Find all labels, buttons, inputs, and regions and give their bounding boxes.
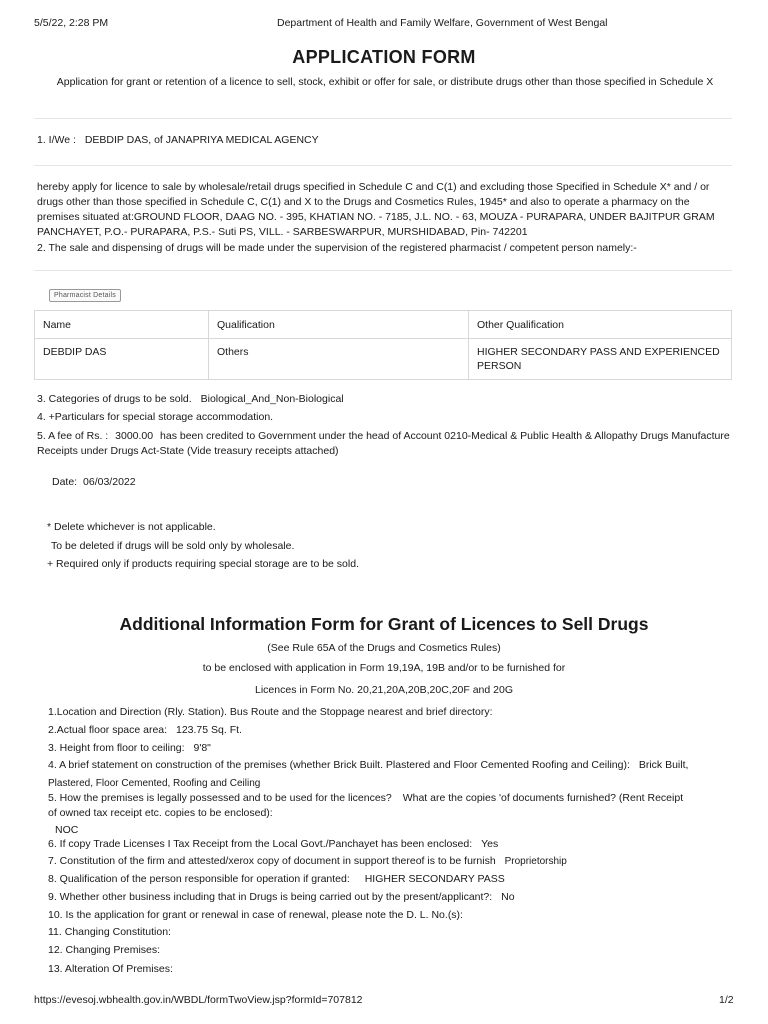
item-label: 7. Constitution of the firm and attested/xerox copy of document in support thereof is to be furnish bbox=[48, 855, 496, 867]
storage-statement: 4. +Particulars for special storage accommodation. bbox=[37, 411, 274, 423]
column-header-qualification: Qualification bbox=[209, 311, 469, 339]
item-qualification bbox=[48, 872, 748, 887]
item-possession-cont: of owned tax receipt etc. copies to be enclosed): bbox=[48, 807, 273, 819]
item-changing-constitution: 11. Changing Constitution: bbox=[48, 926, 171, 938]
form-title: APPLICATION FORM bbox=[292, 47, 476, 67]
date-label: Date: bbox=[52, 476, 78, 488]
item-construction bbox=[48, 758, 734, 773]
note-delete: * Delete whichever is not applicable. bbox=[47, 521, 216, 533]
form-subtitle: Application for grant or retention of a licence to sell, stock, exhibit or offer for sale, or distribute drugs other than those specified in Schedule X bbox=[56, 76, 714, 88]
apply-statement: hereby apply for licence to sale by wholesale/retail drugs specified in Schedule C and C(1) and excluding those Specified in Schedule X* and / or drugs other than those specified in Schedule C, C(1) and X to the Drugs and Cosmetics Rules, 1945* and also to operate a pharmacy on the premises situated at:GROUND FLOOR, DAAG NO. - 395, KHATIAN NO. - 7185, J.L. NO. - 63, MOUZA - PURAPARA, UNDER BAJITPUR GRAM PANCHAYET, P.O.- PURAPARA, P.S.- Suti PS, VILL. - SARBESWARPUR, MURSHIDABAD, Pin- 742201 bbox=[37, 181, 715, 238]
note-storage: + Required only if products requiring special storage are to be sold. bbox=[47, 558, 359, 570]
applicant-label: 1. I/We : bbox=[37, 134, 76, 146]
table-row bbox=[35, 339, 732, 380]
item-label: 5. How the premises is legally possessed and to be used for the licences? bbox=[48, 792, 392, 804]
page-number: 1/2 bbox=[719, 994, 734, 1006]
item-value: Brick Built, bbox=[638, 759, 689, 771]
item-construction-cont: Plastered, Floor Cemented, Roofing and Ceiling bbox=[48, 778, 261, 789]
item-label: 3. Height from floor to ceiling: bbox=[48, 742, 185, 754]
categories-value: Biological_And_Non-Biological bbox=[200, 393, 344, 405]
department-header: Department of Health and Family Welfare, Government of West Bengal bbox=[277, 17, 608, 29]
date-row bbox=[52, 475, 752, 490]
item-other-business bbox=[48, 890, 748, 905]
table-header-row bbox=[35, 311, 732, 339]
fee-text: has been credited to Government under the head of Account 0210-Medical & Public Health & Allopathy Drugs Manufacture Receipts under Drugs Act-State (Vide treasury receipts attached) bbox=[37, 430, 730, 457]
pharmacist-details-tag: Pharmacist Details bbox=[49, 289, 121, 302]
supervision-statement: 2. The sale and dispensing of drugs will be made under the supervision of the registered pharmacist / competent person namely:- bbox=[37, 242, 637, 254]
item-renewal: 10. Is the application for grant or renewal in case of renewal, please note the D. L. No.(s): bbox=[48, 909, 463, 921]
fee-value: 3000.00 bbox=[115, 430, 154, 442]
pharmacist-other-qualification: HIGHER SECONDARY PASS AND EXPERIENCED PERSON bbox=[469, 339, 732, 380]
fee-statement bbox=[37, 429, 733, 459]
item-value: 123.75 Sq. Ft. bbox=[176, 724, 242, 736]
divider bbox=[34, 165, 732, 166]
item-possession bbox=[48, 791, 734, 806]
item-value: Yes bbox=[481, 838, 499, 850]
item-trade-license bbox=[48, 837, 748, 852]
fee-label: 5. A fee of Rs. : bbox=[37, 430, 109, 442]
categories-label: 3. Categories of drugs to be sold. bbox=[37, 393, 192, 405]
pharmacist-qualification: Others bbox=[209, 339, 469, 380]
applicant-row bbox=[37, 133, 737, 148]
column-header-name: Name bbox=[35, 311, 209, 339]
column-header-other-qualification: Other Qualification bbox=[469, 311, 732, 339]
item-label: 8. Qualification of the person responsible for operation if granted: bbox=[48, 873, 350, 885]
page-url: https://evesoj.wbhealth.gov.in/WBDL/formTwoView.jsp?formId=707812 bbox=[34, 994, 363, 1006]
item-changing-premises: 12. Changing Premises: bbox=[48, 944, 161, 956]
item-text: What are the copies 'of documents furnished? (Rent Receipt bbox=[402, 792, 684, 804]
rule-reference: (See Rule 65A of the Drugs and Cosmetics Rules) bbox=[267, 642, 501, 654]
divider bbox=[34, 270, 732, 271]
pharmacist-table bbox=[34, 310, 732, 380]
item-label: 6. If copy Trade Licenses I Tax Receipt from the Local Govt./Panchayet has been enclosed: bbox=[48, 838, 473, 850]
categories-row bbox=[37, 392, 737, 407]
enclosure-note: to be enclosed with application in Form 19,19A, 19B and/or to be furnished for bbox=[202, 662, 566, 674]
item-possession-value: NOC bbox=[55, 824, 79, 836]
item-height bbox=[48, 741, 748, 756]
item-value: HIGHER SECONDARY PASS bbox=[364, 873, 505, 885]
item-label: 2.Actual floor space area: bbox=[48, 724, 168, 736]
date-value: 06/03/2022 bbox=[83, 476, 136, 488]
additional-form-title: Additional Information Form for Grant of Licences to Sell Drugs bbox=[119, 614, 649, 634]
note-wholesale: To be deleted if drugs will be sold only by wholesale. bbox=[51, 540, 295, 552]
item-value: 9'8" bbox=[193, 742, 211, 754]
pharmacist-name: DEBDIP DAS bbox=[35, 339, 209, 380]
item-constitution bbox=[48, 854, 748, 869]
applicant-value: DEBDIP DAS, of JANAPRIYA MEDICAL AGENCY bbox=[84, 134, 319, 146]
item-location: 1.Location and Direction (Rly. Station). Bus Route and the Stoppage nearest and brief directory: bbox=[48, 706, 493, 718]
licence-forms-note: Licences in Form No. 20,21,20A,20B,20C,20F and 20G bbox=[255, 684, 513, 696]
item-label: 4. A brief statement on construction of the premises (whether Brick Built. Plastered and Floor Cemented Roofing and Ceiling): bbox=[48, 759, 630, 771]
item-value: No bbox=[501, 891, 515, 903]
divider bbox=[34, 118, 732, 119]
print-datetime: 5/5/22, 2:28 PM bbox=[34, 17, 109, 29]
item-value: Proprietorship bbox=[504, 856, 567, 867]
item-floor-space bbox=[48, 723, 748, 738]
item-label: 9. Whether other business including that in Drugs is being carried out by the present/applicant?: bbox=[48, 891, 493, 903]
item-alteration-premises: 13. Alteration Of Premises: bbox=[48, 963, 173, 975]
